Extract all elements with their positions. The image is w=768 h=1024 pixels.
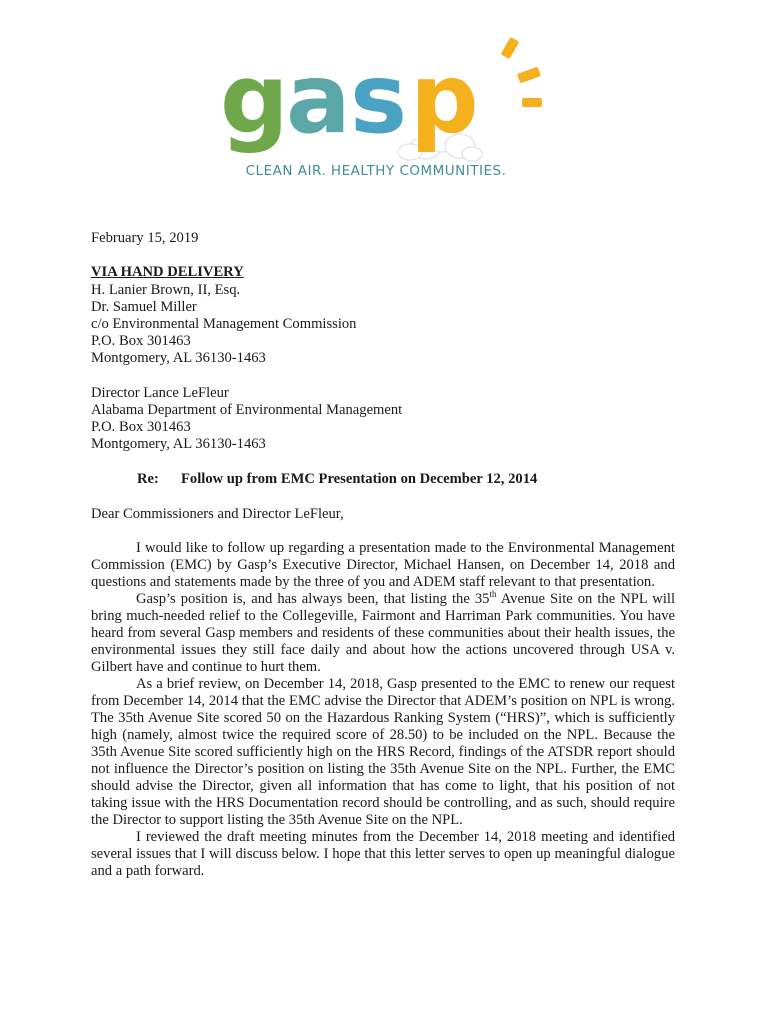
logo-letter-s: s (350, 43, 408, 155)
logo-letter-p: p (410, 43, 479, 155)
address-line: Director Lance LeFleur (91, 385, 229, 401)
address-line: Montgomery, AL 36130-1463 (91, 350, 266, 366)
sun-rays-icon (501, 37, 542, 107)
address-line: P.O. Box 301463 (91, 333, 191, 349)
delivery-method: VIA HAND DELIVERY (91, 264, 244, 280)
logo-letter-a: a (286, 43, 351, 155)
address-line: Alabama Department of Environmental Management (91, 402, 403, 418)
address-line: c/o Environmental Management Commission (91, 316, 357, 332)
subject-line (137, 471, 537, 488)
letter-date: February 15, 2019 (91, 230, 199, 246)
recipient-address-1 (91, 282, 356, 367)
logo-letter-g: g (220, 43, 289, 155)
paragraph-3: As a brief review, on December 14, 2018, Gasp presented to the EMC to renew our request from December 14, 2014 that the EMC advise the Director that ADEM’s position on NPL is wrong. The 35th Avenue Site scored 50 on the Hazardous Ranking System (“HRS)”, which is sufficiently high (namely, almost twice the required score of 28.50) to be included on the NPL. Because the 35th Avenue Site scored sufficiently high on the HRS Record, findings of the ATSDR report should not influence the Director’s position on listing the 35th Avenue Site on the NPL. Further, the EMC should advise the Director, given all information that has come to light, that his position of not taking issue with the HRS Documentation record should be controlling, and as such, should require the Director to support listing the 35th Avenue Site on the NPL. (91, 676, 675, 828)
salutation: Dear Commissioners and Director LeFleur, (91, 506, 344, 522)
paragraph-2-rest: Avenue Site on the NPL will bring much-needed relief to the Collegeville, Fairmont and Harriman Park communities. You have heard from several Gasp members and residents of these communities about their health issues, the environmental issues they still face daily and about how the actions uncovered through USA v. Gilbert have and continue to hurt them. (91, 591, 676, 675)
logo-tagline: CLEAN AIR. HEALTHY COMMUNITIES. (245, 163, 507, 179)
address-line: H. Lanier Brown, II, Esq. (91, 282, 241, 298)
subject-text: Follow up from EMC Presentation on December 12, 2014 (181, 471, 538, 487)
subject-label: Re: (137, 471, 159, 487)
paragraph-4: I reviewed the draft meeting minutes from the December 14, 2018 meeting and identified several issues that I will discuss below. I hope that this letter serves to open up meaningful dialogue and a path forward. (91, 829, 675, 879)
paragraph-2 (91, 591, 675, 676)
recipient-address-2 (91, 385, 402, 453)
paragraph-2-start: Gasp’s position is, and has always been, that listing the 35 (136, 591, 490, 607)
gasp-logo (0, 30, 768, 190)
ordinal-suffix: th (489, 589, 497, 600)
address-line: P.O. Box 301463 (91, 419, 191, 435)
address-line: Montgomery, AL 36130-1463 (91, 436, 266, 452)
letter-body (91, 540, 675, 880)
address-line: Dr. Samuel Miller (91, 299, 197, 315)
paragraph-1: I would like to follow up regarding a presentation made to the Environmental Management Commission (EMC) by Gasp’s Executive Director, Michael Hansen, on December 14, 2018 and questions and statements made by the three of you and ADEM staff relevant to that presentation. (91, 540, 675, 590)
